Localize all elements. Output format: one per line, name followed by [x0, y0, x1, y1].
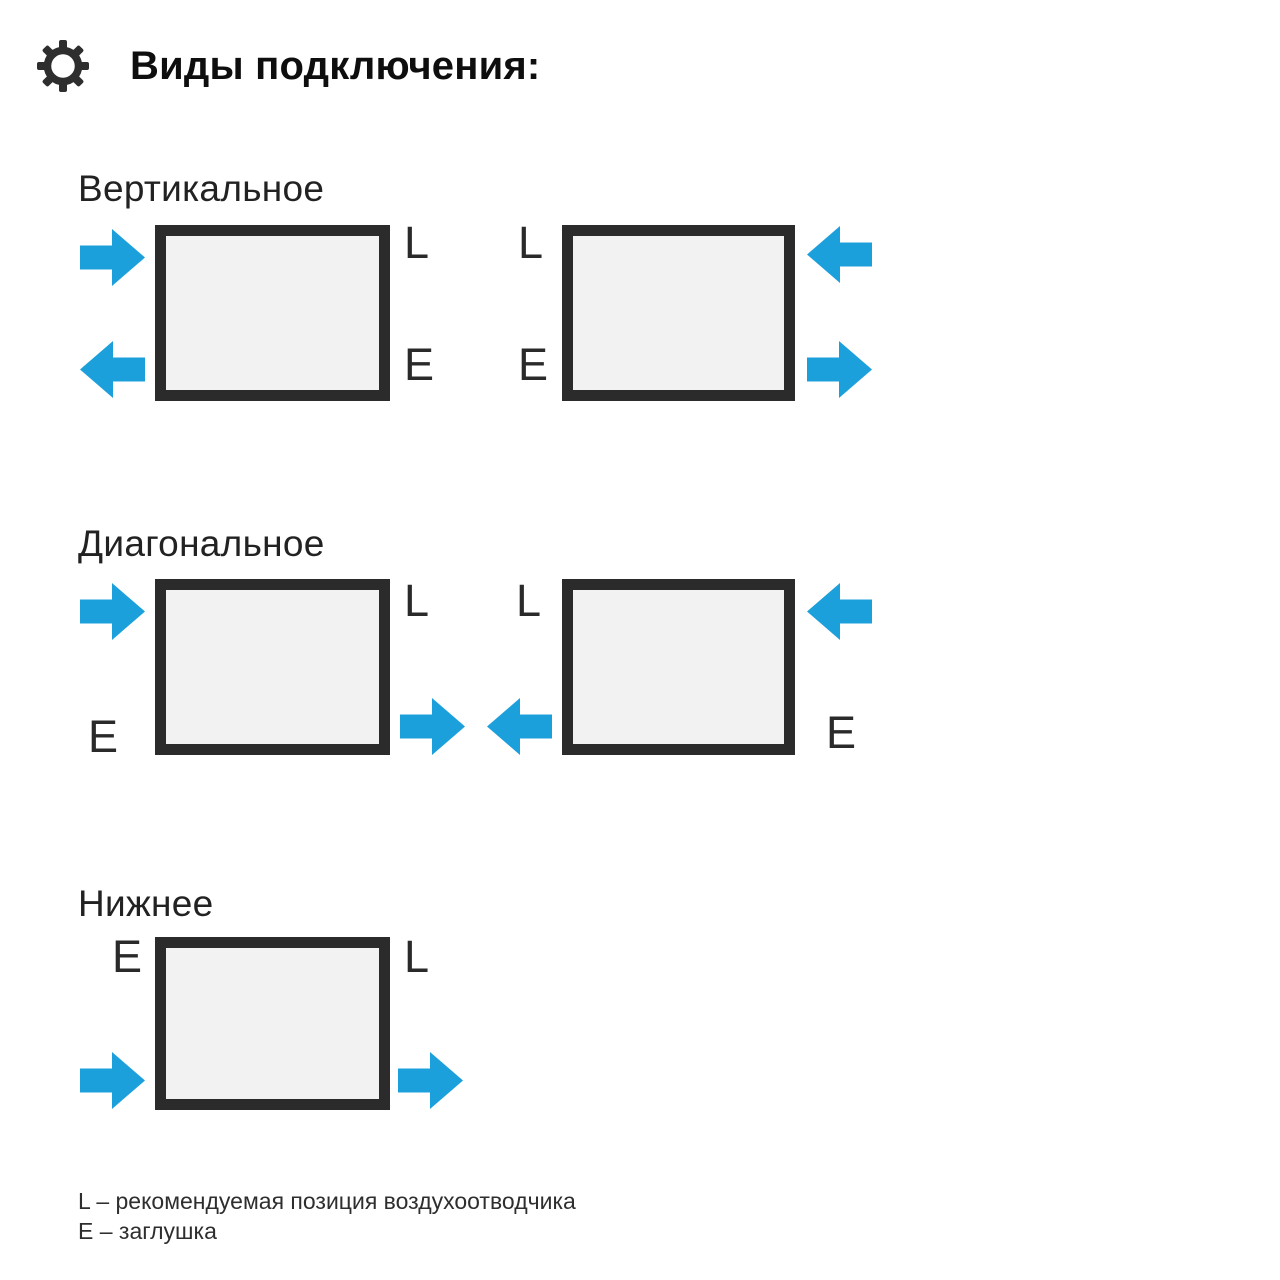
flow-arrow-right-icon [807, 341, 872, 398]
flow-arrow-left-icon [80, 341, 145, 398]
gear-icon [36, 39, 90, 93]
flow-arrow-right-icon [80, 583, 145, 640]
port-label-e: E [88, 711, 119, 762]
flow-arrow-right-icon [80, 1052, 145, 1109]
port-label-l: L [404, 931, 430, 982]
legend-line-e: E – заглушка [78, 1218, 217, 1244]
section-title-diagonal: Диагональное [78, 523, 325, 564]
section-title-vertical: Вертикальное [78, 168, 325, 209]
port-label-e: E [404, 339, 435, 390]
legend-line-l: L – рекомендуемая позиция воздухоотводчика [78, 1188, 576, 1214]
radiator-rect [155, 579, 390, 755]
port-label-e: E [518, 339, 549, 390]
radiator-rect [155, 225, 390, 401]
page-title: Виды подключения: [130, 44, 541, 88]
legend [78, 1186, 576, 1246]
radiator-rect [562, 579, 795, 755]
flow-arrow-left-icon [487, 698, 552, 755]
flow-arrow-right-icon [80, 229, 145, 286]
flow-arrow-left-icon [807, 226, 872, 283]
port-label-l: L [404, 217, 430, 268]
flow-arrow-right-icon [400, 698, 465, 755]
port-label-l: L [518, 217, 544, 268]
port-label-e: E [826, 707, 857, 758]
radiator-rect [562, 225, 795, 401]
flow-arrow-left-icon [807, 583, 872, 640]
port-label-e: E [112, 931, 143, 982]
section-title-bottom: Нижнее [78, 883, 214, 924]
flow-arrow-right-icon [398, 1052, 463, 1109]
port-label-l: L [404, 575, 430, 626]
port-label-l: L [516, 575, 542, 626]
radiator-rect [155, 937, 390, 1110]
